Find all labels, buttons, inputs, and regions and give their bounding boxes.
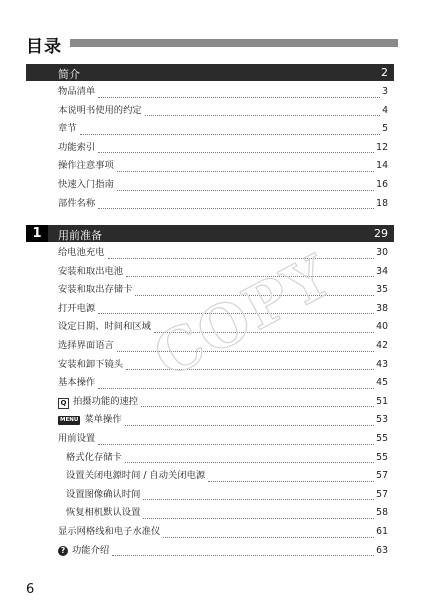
- leader-dots: [98, 443, 374, 445]
- entry-text: 给电池充电: [58, 247, 105, 258]
- toc-entry[interactable]: [58, 467, 388, 486]
- toc-entry[interactable]: [58, 157, 388, 176]
- entry-page: 45: [376, 377, 388, 389]
- leader-dots: [112, 554, 374, 556]
- entry-text: 章节: [58, 123, 77, 135]
- entry-page: 35: [376, 284, 388, 296]
- toc-entry[interactable]: [58, 430, 388, 449]
- entry-text: 安装和取出电池: [58, 265, 124, 277]
- entry-text: 安装和卸下镜头: [58, 358, 124, 370]
- entry-page: 42: [376, 339, 388, 351]
- toc-entry[interactable]: [58, 102, 388, 121]
- entry-text: 设定日期、时间和区域: [58, 321, 151, 333]
- leader-dots: [143, 498, 374, 500]
- leader-dots: [98, 207, 374, 209]
- entry-text: 设置关闭电源时间 / 自动关闭电源: [66, 470, 206, 482]
- entry-page: 58: [376, 507, 388, 519]
- section-label: 用前准备: [58, 229, 102, 242]
- toc-entry[interactable]: [58, 523, 388, 542]
- entry-text: 物品清单: [58, 86, 96, 97]
- copy-watermark: COPY: [143, 241, 343, 391]
- leader-dots: [143, 517, 374, 519]
- entry-page: 55: [376, 451, 388, 463]
- entry-text: 快速入门指南: [58, 178, 114, 190]
- entry-page: 53: [376, 414, 388, 426]
- toc-entry[interactable]: [58, 195, 388, 214]
- toc-entry[interactable]: [58, 139, 388, 158]
- entry-text: 操作注意事项: [58, 160, 114, 172]
- entry-page: 57: [376, 470, 388, 482]
- toc-entry[interactable]: [58, 374, 388, 393]
- leader-dots: [126, 368, 374, 370]
- leader-dots: [117, 189, 374, 191]
- leader-dots: [108, 257, 375, 259]
- page-number: 6: [26, 582, 35, 597]
- toc-entry[interactable]: [58, 411, 388, 430]
- toc-entry[interactable]: [58, 300, 388, 319]
- leader-dots: [80, 133, 380, 135]
- entry-page: 18: [376, 197, 388, 209]
- entry-page: 12: [376, 141, 388, 153]
- entry-text: 选择界面语言: [58, 339, 114, 351]
- entry-text: 菜单操作: [84, 414, 122, 426]
- toc-entry[interactable]: [58, 356, 388, 375]
- toc-entry[interactable]: [58, 176, 388, 195]
- leader-dots: [98, 387, 374, 389]
- entry-text: 功能索引: [58, 141, 96, 153]
- entry-text: 部件名称: [58, 197, 96, 209]
- title-rule: [70, 39, 398, 47]
- entry-text: 本说明书使用的约定: [58, 104, 142, 116]
- entry-page: 55: [376, 432, 388, 444]
- toc-entry[interactable]: [58, 244, 388, 263]
- toc-entry[interactable]: [58, 281, 388, 300]
- leader-dots: [141, 405, 374, 407]
- entry-text: 恢复相机默认设置: [66, 507, 141, 519]
- entry-text: 基本操作: [58, 377, 96, 389]
- leader-dots: [98, 312, 374, 314]
- entry-text: 设置图像确认时间: [66, 488, 141, 500]
- entry-page: 57: [376, 488, 388, 500]
- entry-text: 用前设置: [58, 432, 96, 444]
- page-title: 目录: [26, 37, 62, 57]
- intro-entries: [58, 83, 388, 213]
- leader-dots: [154, 331, 374, 333]
- toc-entry[interactable]: [58, 83, 388, 102]
- leader-dots: [126, 275, 374, 277]
- leader-dots: [135, 294, 374, 296]
- chapter1-entries: [58, 244, 388, 560]
- help-icon: ?: [58, 546, 68, 556]
- toc-entry[interactable]: [58, 393, 388, 412]
- entry-page: 3: [382, 86, 388, 97]
- leader-dots: [125, 461, 374, 463]
- section-page: 29: [374, 227, 388, 240]
- quick-control-icon: Q: [58, 398, 69, 409]
- toc-entry[interactable]: [58, 449, 388, 468]
- toc-entry[interactable]: [58, 263, 388, 282]
- section-band-intro[interactable]: [26, 64, 394, 81]
- toc-entry[interactable]: [58, 318, 388, 337]
- toc-header: [26, 32, 398, 57]
- leader-dots: [208, 480, 374, 482]
- leader-dots: [98, 96, 380, 98]
- section-band-chapter-1[interactable]: [26, 225, 394, 242]
- entry-page: 38: [376, 302, 388, 314]
- entry-page: 40: [376, 321, 388, 333]
- entry-page: 5: [382, 123, 388, 135]
- entry-page: 4: [382, 104, 388, 116]
- chapter-number: 1: [26, 225, 48, 242]
- entry-page: 30: [376, 247, 388, 258]
- leader-dots: [117, 350, 374, 352]
- leader-dots: [125, 424, 375, 426]
- toc-entry[interactable]: [58, 486, 388, 505]
- entry-page: 61: [376, 525, 388, 537]
- entry-page: 63: [376, 544, 388, 556]
- entry-page: 51: [376, 395, 388, 407]
- entry-page: 34: [376, 265, 388, 277]
- toc-entry[interactable]: [58, 120, 388, 139]
- entry-text: 格式化存储卡: [66, 451, 122, 463]
- section-page: 2: [381, 66, 388, 79]
- entry-page: 43: [376, 358, 388, 370]
- section-label: 简介: [58, 68, 80, 81]
- toc-entry[interactable]: [58, 337, 388, 356]
- leader-dots: [163, 536, 374, 538]
- toc-entry[interactable]: [58, 542, 388, 561]
- toc-entry[interactable]: [58, 504, 388, 523]
- leader-dots: [98, 151, 374, 153]
- menu-icon: MENU: [60, 417, 79, 424]
- entry-text: 功能介绍: [72, 544, 110, 556]
- entry-page: 16: [376, 178, 388, 190]
- entry-text: 打开电源: [58, 302, 96, 314]
- entry-text: 拍摄功能的速控: [73, 395, 139, 407]
- leader-dots: [117, 170, 374, 172]
- entry-text: 显示网格线和电子水准仪: [58, 525, 161, 537]
- entry-text: 安装和取出存储卡: [58, 284, 133, 296]
- entry-page: 14: [376, 160, 388, 172]
- leader-dots: [145, 114, 380, 116]
